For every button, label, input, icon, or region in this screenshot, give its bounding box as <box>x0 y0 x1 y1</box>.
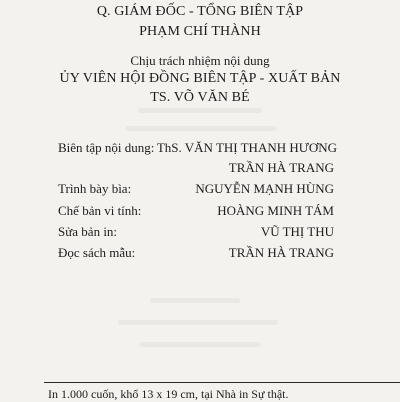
bleed-through-mark <box>140 342 260 347</box>
credit-label-sample-reading: Đọc sách mẫu: <box>58 245 136 260</box>
credit-label-proofreading: Sửa bản in: <box>58 224 118 239</box>
credit-value-content-editor-1: ThS. VĂN THỊ THANH HƯƠNG <box>156 140 337 155</box>
credit-value-proofreading: VŨ THỊ THU <box>260 224 334 239</box>
director-name: PHẠM CHÍ THÀNH <box>139 24 261 39</box>
responsible-person: TS. VÕ VĂN BÉ <box>150 90 250 105</box>
imprint-divider <box>44 382 400 383</box>
credit-value-sample-reading: TRẦN HÀ TRANG <box>228 245 334 260</box>
credit-label-content-editor: Biên tập nội dung: <box>58 140 155 155</box>
bleed-through-mark <box>118 320 278 325</box>
director-title: Q. GIÁM ĐỐC - TỔNG BIÊN TẬP <box>96 4 304 19</box>
committee-name: ỦY VIÊN HỘI ĐỒNG BIÊN TẬP - XUẤT BẢN <box>59 71 341 86</box>
imprint-text: In 1.000 cuốn, khổ 13 x 19 cm, tại Nhà in Sự thật. <box>48 387 289 401</box>
responsibility-caption: Chịu trách nhiệm nội dung <box>130 53 270 68</box>
credit-label-typesetting: Chế bản vi tính: <box>58 203 142 218</box>
credit-label-cover-design: Trình bày bìa: <box>58 181 132 196</box>
credit-value-cover-design: NGUYỄN MẠNH HÙNG <box>195 181 334 196</box>
credit-value-content-editor-2: TRẦN HÀ TRANG <box>228 160 334 175</box>
bleed-through-mark <box>126 126 276 131</box>
credit-value-typesetting: HOÀNG MINH TÁM <box>217 203 334 218</box>
bleed-through-mark <box>150 298 240 303</box>
bleed-through-mark <box>138 108 262 113</box>
